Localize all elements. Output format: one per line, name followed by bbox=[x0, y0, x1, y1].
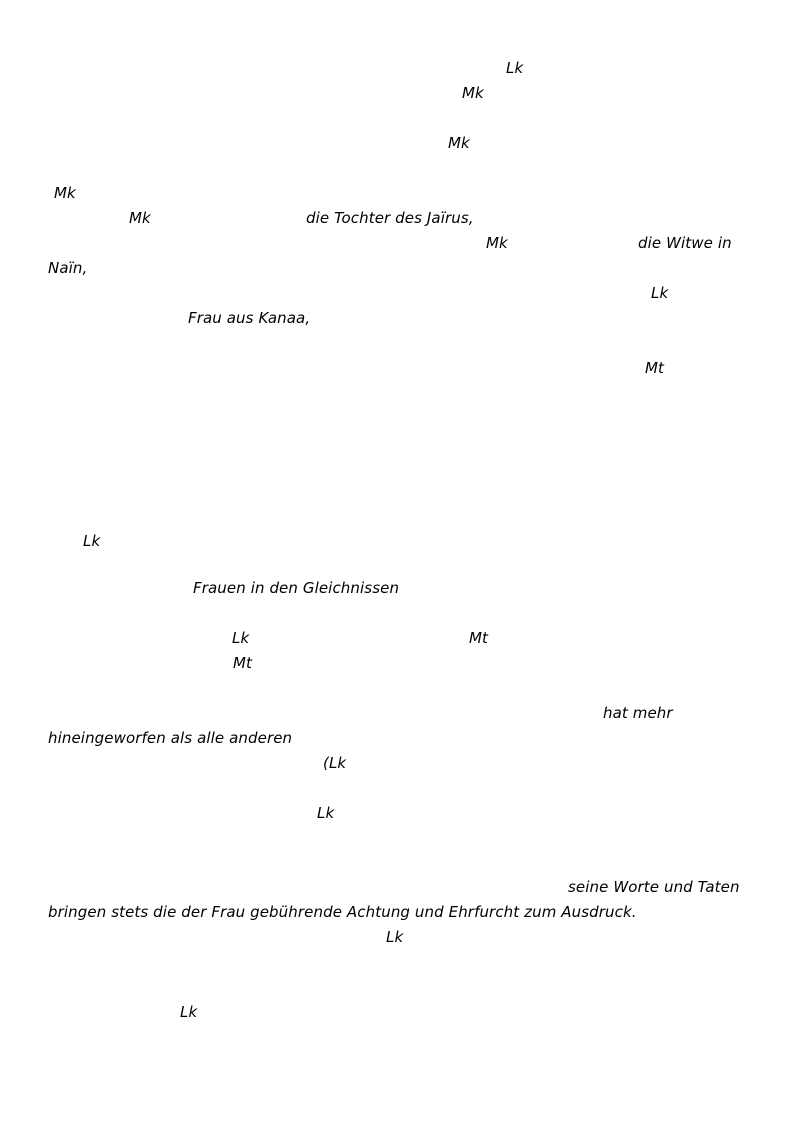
scripture-ref: Mk bbox=[486, 234, 508, 252]
scripture-ref: Mt bbox=[469, 629, 489, 647]
scripture-ref: Mk bbox=[54, 184, 76, 202]
emphasized-phrase: Frau aus Kanaa, bbox=[188, 309, 311, 327]
emphasized-phrase: seine Worte und Taten bbox=[568, 878, 740, 896]
scripture-ref: (Lk bbox=[323, 754, 347, 772]
emphasized-phrase: hineingeworfen als alle anderen bbox=[48, 729, 293, 747]
emphasized-phrase: Naïn, bbox=[48, 259, 88, 277]
emphasized-phrase: bringen stets die der Frau gebührende Achtung und Ehrfurcht zum Ausdruck. bbox=[48, 903, 637, 921]
scripture-ref: Mt bbox=[645, 359, 665, 377]
emphasized-phrase: die Tochter des Jaïrus, bbox=[306, 209, 474, 227]
scripture-ref: Lk bbox=[386, 928, 404, 946]
emphasized-phrase: hat mehr bbox=[603, 704, 673, 722]
emphasized-phrase: die Witwe in bbox=[638, 234, 732, 252]
scripture-ref: Mk bbox=[448, 134, 470, 152]
scripture-ref: Lk bbox=[83, 532, 101, 550]
scripture-ref: Lk bbox=[180, 1003, 198, 1021]
emphasized-phrase: Frauen in den Gleichnissen bbox=[193, 579, 400, 597]
scripture-ref: Lk bbox=[232, 629, 250, 647]
scripture-ref: Lk bbox=[506, 59, 524, 77]
scripture-ref: Mt bbox=[233, 654, 253, 672]
scripture-ref: Mk bbox=[129, 209, 151, 227]
scripture-ref: Lk bbox=[317, 804, 335, 822]
scripture-ref: Mk bbox=[462, 84, 484, 102]
scripture-ref: Lk bbox=[651, 284, 669, 302]
